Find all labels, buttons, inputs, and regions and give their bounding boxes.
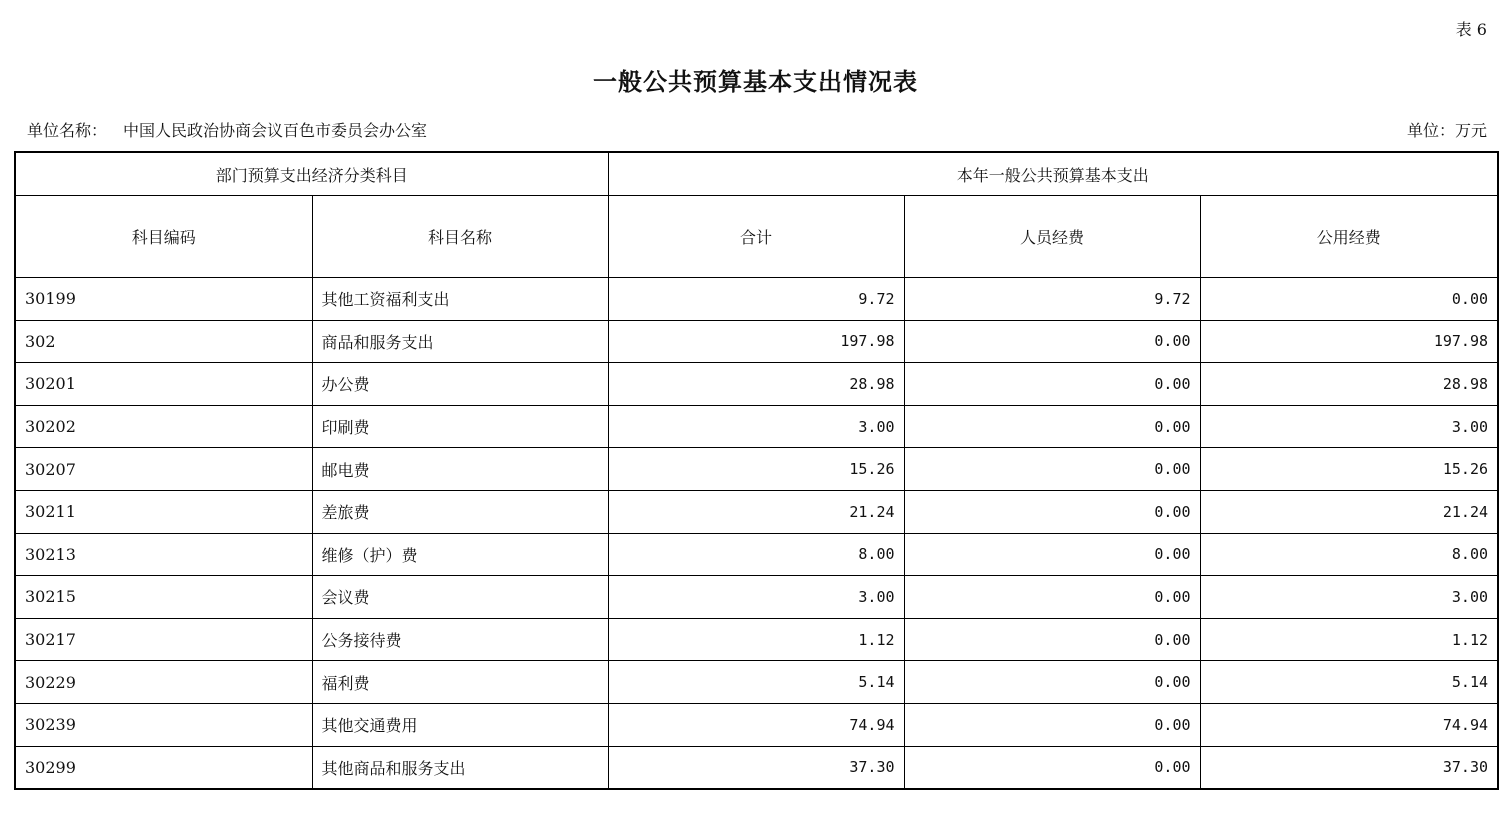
table-row <box>15 533 1498 576</box>
cell-code: 30207 <box>15 448 312 491</box>
cell-public: 21.24 <box>1200 490 1498 533</box>
cell-personnel: 0.00 <box>904 320 1200 363</box>
cell-total: 1.12 <box>608 618 904 661</box>
unit-label: 单位：万元 <box>1406 121 1487 140</box>
table-number: 表 6 <box>1455 20 1487 39</box>
cell-total: 8.00 <box>608 533 904 576</box>
header-code: 科目编码 <box>15 196 312 278</box>
cell-personnel: 0.00 <box>904 703 1200 746</box>
header-total: 合计 <box>608 196 904 278</box>
cell-name: 其他工资福利支出 <box>312 278 608 321</box>
org-label: 单位名称： <box>27 121 108 140</box>
cell-public: 37.30 <box>1200 746 1498 789</box>
cell-name: 维修（护）费 <box>312 533 608 576</box>
cell-personnel: 0.00 <box>904 405 1200 448</box>
header-group-row <box>15 152 1498 196</box>
header-personnel: 人员经费 <box>904 196 1200 278</box>
cell-total: 21.24 <box>608 490 904 533</box>
cell-public: 3.00 <box>1200 576 1498 619</box>
cell-total: 37.30 <box>608 746 904 789</box>
header-group-left: 部门预算支出经济分类科目 <box>15 152 608 196</box>
cell-code: 30211 <box>15 490 312 533</box>
cell-code: 30229 <box>15 661 312 704</box>
cell-name: 印刷费 <box>312 405 608 448</box>
cell-personnel: 0.00 <box>904 576 1200 619</box>
cell-total: 15.26 <box>608 448 904 491</box>
cell-name: 邮电费 <box>312 448 608 491</box>
cell-personnel: 0.00 <box>904 448 1200 491</box>
cell-name: 会议费 <box>312 576 608 619</box>
cell-name: 公务接待费 <box>312 618 608 661</box>
table-row <box>15 363 1498 406</box>
cell-public: 5.14 <box>1200 661 1498 704</box>
cell-code: 30217 <box>15 618 312 661</box>
cell-personnel: 0.00 <box>904 533 1200 576</box>
cell-code: 30213 <box>15 533 312 576</box>
cell-total: 28.98 <box>608 363 904 406</box>
cell-code: 30202 <box>15 405 312 448</box>
cell-name: 办公费 <box>312 363 608 406</box>
cell-code: 302 <box>15 320 312 363</box>
table-row <box>15 448 1498 491</box>
cell-total: 3.00 <box>608 405 904 448</box>
cell-code: 30239 <box>15 703 312 746</box>
table-row <box>15 746 1498 789</box>
cell-personnel: 9.72 <box>904 278 1200 321</box>
cell-public: 1.12 <box>1200 618 1498 661</box>
cell-name: 其他商品和服务支出 <box>312 746 608 789</box>
cell-public: 74.94 <box>1200 703 1498 746</box>
cell-personnel: 0.00 <box>904 661 1200 704</box>
cell-public: 3.00 <box>1200 405 1498 448</box>
cell-name: 福利费 <box>312 661 608 704</box>
cell-code: 30215 <box>15 576 312 619</box>
table-row <box>15 278 1498 321</box>
cell-personnel: 0.00 <box>904 490 1200 533</box>
cell-code: 30299 <box>15 746 312 789</box>
cell-name: 商品和服务支出 <box>312 320 608 363</box>
cell-total: 3.00 <box>608 576 904 619</box>
page-title: 一般公共预算基本支出情况表 <box>593 67 918 96</box>
cell-total: 5.14 <box>608 661 904 704</box>
table-row <box>15 703 1498 746</box>
cell-personnel: 0.00 <box>904 618 1200 661</box>
cell-personnel: 0.00 <box>904 363 1200 406</box>
table-row <box>15 490 1498 533</box>
header-public: 公用经费 <box>1200 196 1498 278</box>
table-row <box>15 576 1498 619</box>
cell-public: 8.00 <box>1200 533 1498 576</box>
cell-personnel: 0.00 <box>904 746 1200 789</box>
cell-code: 30201 <box>15 363 312 406</box>
cell-code: 30199 <box>15 278 312 321</box>
header-column-row <box>15 196 1498 278</box>
cell-public: 197.98 <box>1200 320 1498 363</box>
cell-total: 9.72 <box>608 278 904 321</box>
cell-name: 其他交通费用 <box>312 703 608 746</box>
org-info <box>27 118 427 141</box>
cell-total: 197.98 <box>608 320 904 363</box>
header-name: 科目名称 <box>312 196 608 278</box>
cell-public: 15.26 <box>1200 448 1498 491</box>
table-row <box>15 661 1498 704</box>
cell-public: 0.00 <box>1200 278 1498 321</box>
table-row <box>15 405 1498 448</box>
org-name: 中国人民政治协商会议百色市委员会办公室 <box>123 121 428 140</box>
table-row <box>15 618 1498 661</box>
budget-table <box>14 151 1499 790</box>
cell-public: 28.98 <box>1200 363 1498 406</box>
header-group-right: 本年一般公共预算基本支出 <box>608 152 1498 196</box>
table-row <box>15 320 1498 363</box>
cell-total: 74.94 <box>608 703 904 746</box>
cell-name: 差旅费 <box>312 490 608 533</box>
